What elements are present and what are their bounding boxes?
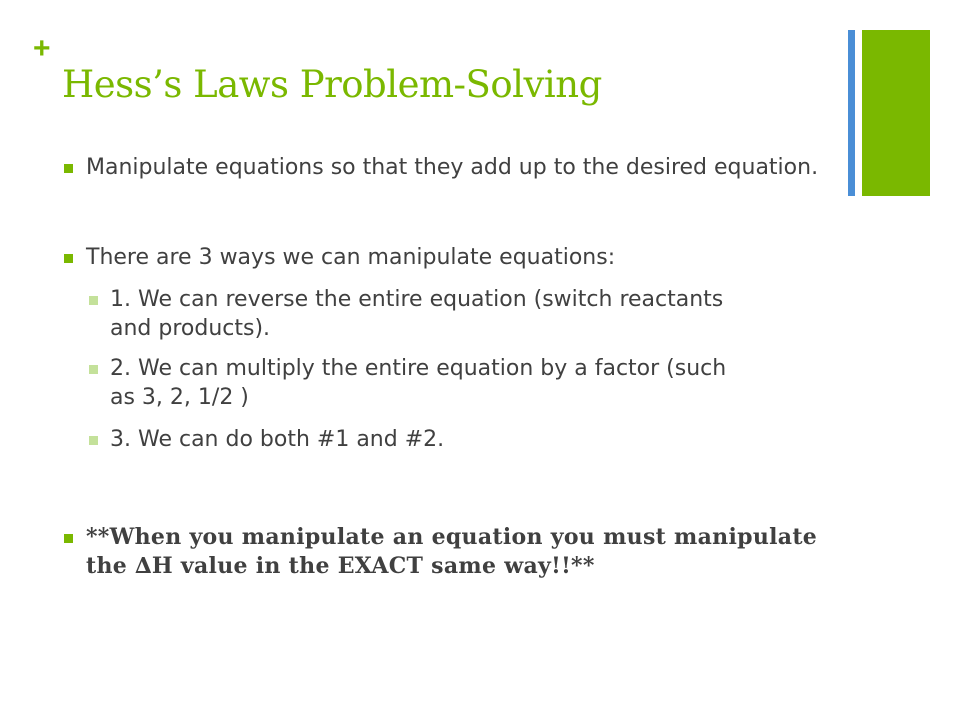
accent-bar-blue — [848, 30, 855, 196]
accent-bar-green — [862, 30, 930, 196]
list-item — [86, 523, 846, 581]
slide-title: Hess’s Laws Problem-Solving — [62, 63, 602, 106]
list-item — [110, 425, 750, 454]
plus-icon: + — [33, 32, 51, 65]
square-bullet-icon — [89, 436, 98, 445]
square-bullet-icon — [64, 164, 73, 173]
bullet-text: There are 3 ways we can manipulate equations: — [86, 245, 616, 270]
bullet-text: 1. We can reverse the entire equation (switch reactants and products). — [110, 287, 724, 341]
square-bullet-icon — [89, 365, 98, 374]
list-item — [86, 243, 846, 272]
list-item — [86, 153, 846, 182]
bullet-text: **When you manipulate an equation you must manipulate the ∆H value in the EXACT same way!!** — [86, 524, 818, 579]
bullet-text: Manipulate equations so that they add up to the desired equation. — [86, 155, 819, 180]
square-bullet-icon — [64, 254, 73, 263]
bullet-text: 2. We can multiply the entire equation by a factor (such as 3, 2, 1/2 ) — [110, 356, 727, 410]
square-bullet-icon — [64, 534, 73, 543]
bullet-text: 3. We can do both #1 and #2. — [110, 427, 445, 452]
list-item — [110, 354, 750, 412]
list-item — [110, 285, 750, 343]
square-bullet-icon — [89, 296, 98, 305]
